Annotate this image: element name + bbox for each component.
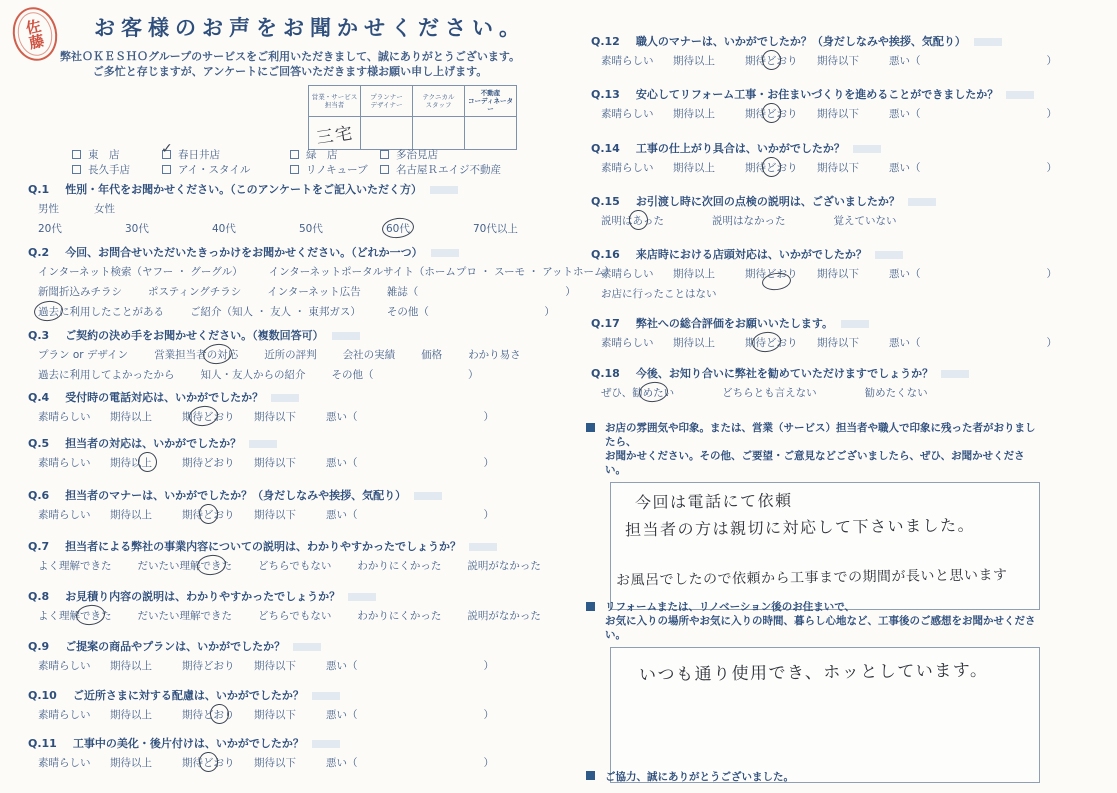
question-q4 — [28, 391, 563, 424]
answer-option[interactable]: 30代 — [125, 223, 149, 235]
comment-section-after-construction — [586, 600, 1044, 783]
question-q12 — [591, 35, 1111, 68]
answer-option[interactable]: 期待以下 — [254, 757, 296, 769]
checkbox[interactable] — [72, 150, 81, 159]
answer-option[interactable]: 期待どおり — [182, 457, 235, 469]
question-title — [591, 195, 1111, 208]
question-number: Q.18 — [591, 367, 620, 380]
answer-option[interactable]: よく理解できた — [38, 560, 112, 572]
answer-option[interactable]: インターネット検索（ヤフー ・ グーグル） — [38, 266, 243, 278]
answer-option[interactable]: その他（ ） — [386, 306, 555, 318]
handwritten-comment-line: 今回は電話にて依頼 — [634, 490, 793, 513]
store-row — [72, 162, 552, 177]
question-number: Q.4 — [28, 391, 50, 404]
comment-header-line-2: お聞かせください。その他、ご要望・ご意見などございましたら、ぜひ、お聞かせください。 — [605, 450, 1025, 476]
answer-options-line — [28, 610, 563, 623]
ink-circle-mark: ど — [766, 55, 777, 67]
answer-option[interactable]: 悪い（ ） — [326, 757, 494, 769]
answer-option[interactable]: 期待以上 — [110, 411, 152, 423]
answer-option[interactable]: 期待どおり — [182, 411, 235, 423]
store-label: 春日井店 — [178, 149, 220, 161]
answer-option[interactable]: 説明はなかった — [712, 215, 786, 227]
question-number: Q.8 — [28, 590, 50, 603]
question-number: Q.7 — [28, 540, 50, 553]
answer-option[interactable]: プラン or デザイン — [38, 349, 129, 361]
answer-option[interactable]: 説明がなかった — [467, 560, 541, 572]
answer-options-line — [28, 457, 563, 470]
answer-option[interactable]: 期待以下 — [817, 268, 859, 280]
ink-circle-mark: 待ど — [755, 337, 777, 349]
answer-option[interactable]: だいたい理解できた — [137, 610, 232, 622]
answer-option[interactable]: 素晴らしい — [601, 162, 654, 174]
store-option[interactable] — [290, 162, 368, 177]
answer-option[interactable]: 素晴らしい — [601, 337, 654, 349]
answer-options-line — [591, 387, 1111, 400]
answer-options-line — [28, 306, 563, 319]
answer-options-line — [591, 108, 1111, 121]
answer-options-line — [591, 55, 1111, 68]
question-number: Q.17 — [591, 317, 620, 330]
question-q18 — [591, 367, 1111, 400]
question-number: Q.9 — [28, 640, 50, 653]
question-text: 工事の仕上がり具合は、いかがでしたか？ — [636, 142, 881, 155]
answer-option[interactable]: 40代 — [212, 223, 236, 235]
answer-option[interactable]: 期待どおり — [745, 268, 798, 280]
store-option[interactable] — [162, 162, 250, 177]
intro-text — [25, 49, 555, 79]
answer-option[interactable]: どちらでもない — [258, 560, 332, 572]
question-q1 — [28, 183, 563, 236]
question-q8 — [28, 590, 563, 623]
answer-options-line — [591, 288, 1111, 301]
ink-circle-mark: 過去 — [38, 306, 59, 318]
answer-option[interactable]: 期待どおり — [182, 757, 235, 769]
question-text: お引渡し時に次回の点検の説明は、ございましたか？ — [636, 195, 936, 208]
answer-options-line — [28, 411, 563, 424]
question-title — [591, 248, 1111, 261]
ink-circle-mark: 待ど — [192, 411, 214, 423]
answer-option[interactable]: ポスティングチラシ — [148, 286, 242, 298]
answer-option[interactable]: わかり易さ — [468, 349, 521, 361]
question-number: Q.15 — [591, 195, 620, 208]
question-text: 今後、お知り合いに弊社を勧めていただけますでしょうか？ — [636, 367, 969, 380]
ink-circle-mark: でき — [200, 560, 222, 572]
staff-header-sales: 営業・サービス 担当者 — [309, 86, 361, 117]
store-label: 名古屋Ｒエイジ不動産 — [396, 164, 501, 176]
answer-options-line — [591, 337, 1111, 350]
answer-option[interactable]: 期待どおり — [182, 709, 235, 721]
question-q10 — [28, 689, 563, 722]
answer-options-line — [28, 560, 563, 573]
answer-options-line — [28, 509, 563, 522]
answer-option[interactable]: 素晴らしい — [38, 709, 91, 721]
answer-option[interactable]: 期待以上 — [110, 509, 152, 521]
answer-option[interactable]: 期待どおり — [182, 509, 235, 521]
question-title — [28, 640, 563, 653]
answer-option[interactable]: 悪い（ ） — [326, 509, 494, 521]
question-q3 — [28, 329, 563, 382]
ink-circle-mark: 60代 — [386, 223, 410, 235]
question-title — [28, 590, 563, 603]
store-label: アイ・スタイル — [178, 164, 251, 176]
ink-circle-mark: お — [213, 709, 224, 721]
staff-empty-cell[interactable] — [361, 117, 413, 150]
handwritten-comment-line: お風呂でしたので依頼から工事までの期間が長いと思います — [615, 567, 1008, 589]
question-text: お見積り内容の説明は、わかりやすかったでしょうか？ — [65, 590, 376, 603]
question-q13 — [591, 88, 1111, 121]
ink-circle-mark: 上 — [141, 457, 152, 469]
checkbox[interactable] — [72, 165, 81, 174]
answer-option[interactable]: 期待以下 — [817, 108, 859, 120]
question-text: ご近所さまに対する配慮は、いかがでしたか？ — [73, 689, 340, 702]
ink-circle-mark: ど — [766, 162, 777, 174]
answer-option[interactable]: 悪い（ ） — [889, 162, 1057, 174]
answer-option[interactable]: わかりにくかった — [357, 560, 442, 572]
answer-option[interactable]: 新聞折込みチラシ — [38, 286, 122, 298]
question-text: ご契約の決め手をお聞かせください。（複数回答可） — [65, 329, 360, 342]
answer-option[interactable]: 素晴らしい — [38, 457, 91, 469]
answer-option[interactable]: インターネットポータルサイト（ホームプロ ・ スーモ ・ アットホーム） — [268, 266, 616, 278]
comment-header-line-1: リフォームまたは、リノベーション後のお住まいで、 — [605, 601, 856, 613]
store-option[interactable] — [290, 147, 338, 162]
answer-option[interactable]: 悪い（ ） — [326, 411, 494, 423]
ink-circle-mark: めた — [642, 387, 664, 399]
answer-option[interactable]: 期待以下 — [817, 162, 859, 174]
question-text: 担当者のマナーは、いかがでしたか？（身だしなみや挨拶、気配り） — [65, 489, 442, 502]
question-title — [28, 737, 563, 750]
answer-option[interactable]: インターネット広告 — [267, 286, 361, 298]
question-q5 — [28, 437, 563, 470]
answer-option[interactable]: ご紹介（知人 ・ 友人 ・ 東邦ガス） — [190, 306, 361, 318]
staff-table-header-row — [309, 86, 517, 117]
comment-section-header — [586, 600, 1044, 642]
bullet-square-icon — [586, 423, 595, 432]
question-text: 性別・年代をお聞かせください。（このアンケートをご記入いただく方） — [65, 183, 458, 196]
answer-option[interactable]: 期待以上 — [110, 660, 152, 672]
intro-line-2: ご多忙と存じますが、アンケートにご回答いただきます様お願い申し上げます。 — [92, 65, 488, 78]
store-label: 東 店 — [88, 149, 120, 161]
question-number: Q.1 — [28, 183, 50, 196]
question-q17 — [591, 317, 1111, 350]
question-number: Q.5 — [28, 437, 50, 450]
checkbox[interactable] — [161, 141, 173, 159]
question-number: Q.2 — [28, 246, 50, 259]
answer-option[interactable]: 悪い（ ） — [889, 55, 1057, 67]
question-title — [591, 88, 1111, 101]
comment-box-after-construction[interactable] — [610, 647, 1040, 783]
question-text: 受付時の電話対応は、いかがでしたか？ — [65, 391, 299, 404]
checkbox[interactable] — [380, 165, 389, 174]
answer-option[interactable]: 素晴らしい — [601, 55, 654, 67]
ink-circle-mark: の対 — [206, 349, 228, 361]
question-q15 — [591, 195, 1111, 228]
answer-option[interactable]: 悪い（ ） — [326, 709, 494, 721]
answer-option[interactable]: 期待以下 — [254, 660, 296, 672]
store-row — [72, 141, 552, 162]
question-title — [28, 183, 563, 196]
answer-options-line — [28, 286, 576, 299]
bullet-square-icon — [586, 602, 595, 611]
answer-options-line — [28, 223, 563, 236]
staff-header-planner: プランナー デザイナー — [361, 86, 413, 117]
answer-option[interactable]: 悪い（ ） — [889, 337, 1057, 349]
staff-header-technical: テクニカル スタッフ — [413, 86, 465, 117]
answer-option[interactable]: 期待以下 — [254, 709, 296, 721]
question-text: 職人のマナーは、いかがでしたか？（身だしなみや挨拶、気配り） — [636, 35, 1002, 48]
checkbox[interactable] — [290, 165, 299, 174]
answer-option[interactable]: 過去に利用してよかったから — [38, 369, 175, 381]
answer-option[interactable]: 期待以上 — [110, 757, 152, 769]
ink-circle-mark: でき — [80, 610, 101, 622]
ink-circle-mark: ど — [203, 509, 214, 521]
question-text: 安心してリフォーム工事・お住まいづくりを進めることができましたか？ — [636, 88, 1034, 101]
question-text: 工事中の美化・後片付けは、いかがでしたか？ — [73, 737, 340, 750]
handwritten-comment-line: いつも通り使用でき、ホッとしています。 — [638, 660, 989, 686]
answer-option[interactable]: 価格 — [421, 349, 443, 361]
answer-options-line — [28, 203, 563, 216]
answer-option[interactable]: よく理解できた — [38, 610, 112, 622]
answer-option[interactable]: 女性 — [94, 203, 115, 215]
answer-options-line — [591, 215, 1111, 228]
answer-option[interactable]: 期待以下 — [254, 509, 296, 521]
answer-option[interactable]: 説明はあった — [601, 215, 664, 227]
answer-option[interactable]: ぜひ、勧めたい — [601, 387, 675, 399]
question-title — [28, 689, 563, 702]
answer-option[interactable]: 期待以下 — [817, 337, 859, 349]
store-option[interactable] — [380, 162, 501, 177]
store-checkboxes — [72, 141, 552, 177]
question-text: 来店時における店頭対応は、いかがでしたか？ — [636, 248, 903, 261]
answer-options-line — [28, 660, 563, 673]
question-number: Q.14 — [591, 142, 620, 155]
answer-option[interactable]: 期待以上 — [673, 337, 715, 349]
answer-option[interactable]: 素晴らしい — [38, 509, 91, 521]
question-number: Q.13 — [591, 88, 620, 101]
question-number: Q.6 — [28, 489, 50, 502]
answer-option[interactable]: 期待どおり — [745, 108, 798, 120]
answer-option[interactable]: 悪い（ ） — [326, 660, 494, 672]
comment-section-header — [586, 421, 1044, 477]
handwritten-staff-name: 三宅 — [314, 122, 356, 149]
store-option[interactable] — [380, 147, 438, 162]
answer-option[interactable]: 勧めたくない — [864, 387, 928, 399]
question-text: 担当者による弊社の事業内容についての説明は、わかりやすかったでしょうか？ — [65, 540, 497, 553]
answer-option[interactable]: 期待以上 — [673, 108, 715, 120]
answer-options-line — [28, 369, 563, 382]
answer-option[interactable]: 素晴らしい — [38, 660, 91, 672]
page-title: お客様のお声をお聞かせください。 — [94, 16, 526, 40]
store-option[interactable] — [72, 162, 130, 177]
staff-header-realestate: 不動産 コーディネーター — [465, 86, 517, 117]
question-title — [591, 35, 1111, 48]
checkbox[interactable] — [380, 150, 389, 159]
checkbox[interactable] — [290, 150, 299, 159]
ink-circle-mark: ど — [203, 757, 214, 769]
question-text: 弊社への総合評価をお願いいたします。 — [636, 317, 869, 330]
store-label: 緑 店 — [306, 149, 338, 161]
answer-option[interactable]: 20代 — [38, 223, 62, 235]
question-number: Q.3 — [28, 329, 50, 342]
answer-option[interactable]: わかりにくかった — [357, 610, 442, 622]
store-option[interactable] — [161, 141, 220, 162]
answer-option[interactable]: お店に行ったことはない — [601, 288, 717, 300]
answer-option[interactable]: 期待以下 — [254, 457, 296, 469]
answer-option[interactable]: 雑誌（ ） — [386, 286, 576, 298]
answer-option[interactable]: 説明がなかった — [467, 610, 541, 622]
answer-option[interactable]: 50代 — [299, 223, 323, 235]
question-q16 — [591, 248, 1111, 301]
closing-note-text: ご協力、誠にありがとうございました。 — [605, 771, 794, 783]
ink-circle-mark: どお — [766, 268, 787, 280]
question-title — [28, 391, 563, 404]
comment-header-line-1: お店の雰囲気や印象。または、営業（サービス）担当者や職人で印象に残った者がおりましたら、 — [605, 422, 1036, 448]
ink-circle-mark: ど — [766, 108, 777, 120]
question-title — [28, 437, 563, 450]
comment-box-impressions[interactable] — [610, 482, 1040, 610]
intro-line-1: 弊社ＯＫＥＳＨＯグループのサービスをご利用いただきまして、誠にありがとうございます。 — [59, 50, 521, 63]
checkbox[interactable] — [162, 165, 171, 174]
answer-option[interactable]: 期待以上 — [673, 268, 715, 280]
question-q11 — [28, 737, 563, 770]
answer-option[interactable]: 期待どおり — [745, 162, 798, 174]
answer-option[interactable]: 過去に利用したことがある — [38, 306, 164, 318]
answer-option[interactable]: 悪い（ ） — [326, 457, 494, 469]
answer-option[interactable]: 期待以上 — [673, 55, 715, 67]
answer-options-line — [28, 266, 616, 279]
answer-option[interactable]: 知人・友人からの紹介 — [200, 369, 306, 381]
answer-option[interactable]: 男性 — [38, 203, 59, 215]
answer-option[interactable]: 期待以下 — [254, 411, 296, 423]
staff-empty-cell[interactable] — [465, 117, 517, 150]
answer-option[interactable]: 素晴らしい — [601, 108, 654, 120]
question-number: Q.12 — [591, 35, 620, 48]
answer-option[interactable]: 近所の評判 — [264, 349, 317, 361]
question-title — [591, 142, 1111, 155]
question-title — [591, 367, 1111, 380]
answer-options-line — [591, 162, 1111, 175]
answer-option[interactable]: 素晴らしい — [601, 268, 654, 280]
question-text: 今回、お問合せいただいたきっかけをお聞かせください。（どれか一つ） — [65, 246, 459, 259]
store-label: 多治見店 — [396, 149, 438, 161]
answer-options-line — [28, 709, 563, 722]
question-number: Q.10 — [28, 689, 57, 702]
answer-option[interactable]: 期待以下 — [817, 55, 859, 67]
comment-header-line-2: お気に入りの場所やお気に入りの時間、暮らし心地など、工事後のご感想をお聞かせください。 — [605, 615, 1036, 641]
answer-option[interactable]: だいたい理解できた — [137, 560, 232, 572]
answer-option[interactable]: どちらでもない — [258, 610, 332, 622]
question-q6 — [28, 489, 563, 522]
question-text: 担当者の対応は、いかがでしたか？ — [65, 437, 277, 450]
comment-section-impressions — [586, 421, 1044, 610]
answer-option[interactable]: 素晴らしい — [38, 757, 91, 769]
staff-empty-cell[interactable] — [413, 117, 465, 150]
answer-option[interactable]: 期待以上 — [673, 162, 715, 174]
answer-option[interactable] — [386, 223, 473, 236]
question-title — [591, 317, 1111, 330]
answer-option[interactable]: どちらとも言えない — [722, 387, 817, 399]
check-mark-icon: ✓ — [161, 141, 173, 157]
store-option[interactable] — [72, 147, 120, 162]
question-number: Q.16 — [591, 248, 620, 261]
question-q9 — [28, 640, 563, 673]
answer-option[interactable]: 悪い（ ） — [889, 108, 1057, 120]
handwritten-comment-line: 担当者の方は親切に対応して下さいました。 — [624, 515, 976, 540]
answer-option[interactable]: 期待どおり — [182, 660, 235, 672]
question-q7 — [28, 540, 563, 573]
answer-option[interactable]: 会社の実績 — [342, 349, 396, 361]
answer-options-line — [28, 349, 563, 362]
answer-option[interactable]: 70代以上 — [473, 223, 518, 235]
answer-option[interactable]: 素晴らしい — [38, 411, 91, 423]
staff-table-value-row — [309, 117, 517, 150]
question-title — [28, 489, 563, 502]
closing-note — [586, 769, 794, 784]
bullet-square-icon — [586, 771, 595, 780]
question-title — [28, 246, 563, 259]
question-text: ご提案の商品やプランは、いかがでしたか？ — [65, 640, 321, 653]
staff-name-cell[interactable] — [309, 117, 361, 150]
answer-option[interactable]: 悪い（ ） — [889, 268, 1057, 280]
question-number: Q.11 — [28, 737, 57, 750]
store-label: 長久手店 — [88, 164, 130, 176]
answer-option[interactable]: その他（ ） — [331, 369, 479, 381]
answer-option[interactable]: 期待どおり — [745, 337, 798, 349]
answer-option[interactable]: 期待以上 — [110, 457, 152, 469]
question-title — [28, 329, 563, 342]
answer-option[interactable]: 期待どおり — [745, 55, 798, 67]
staff-table — [308, 85, 517, 150]
answer-option[interactable]: 営業担当者の対応 — [154, 349, 239, 361]
answer-options-line — [28, 757, 563, 770]
stamp-name: 佐藤 — [22, 17, 47, 51]
answer-options-line — [591, 268, 1111, 281]
answer-option[interactable]: 覚えていない — [833, 215, 897, 227]
store-label: リノキューブ — [306, 164, 368, 176]
answer-option[interactable]: 期待以上 — [110, 709, 152, 721]
question-q14 — [591, 142, 1111, 175]
question-title — [28, 540, 563, 553]
ink-circle-mark: あ — [632, 215, 643, 227]
